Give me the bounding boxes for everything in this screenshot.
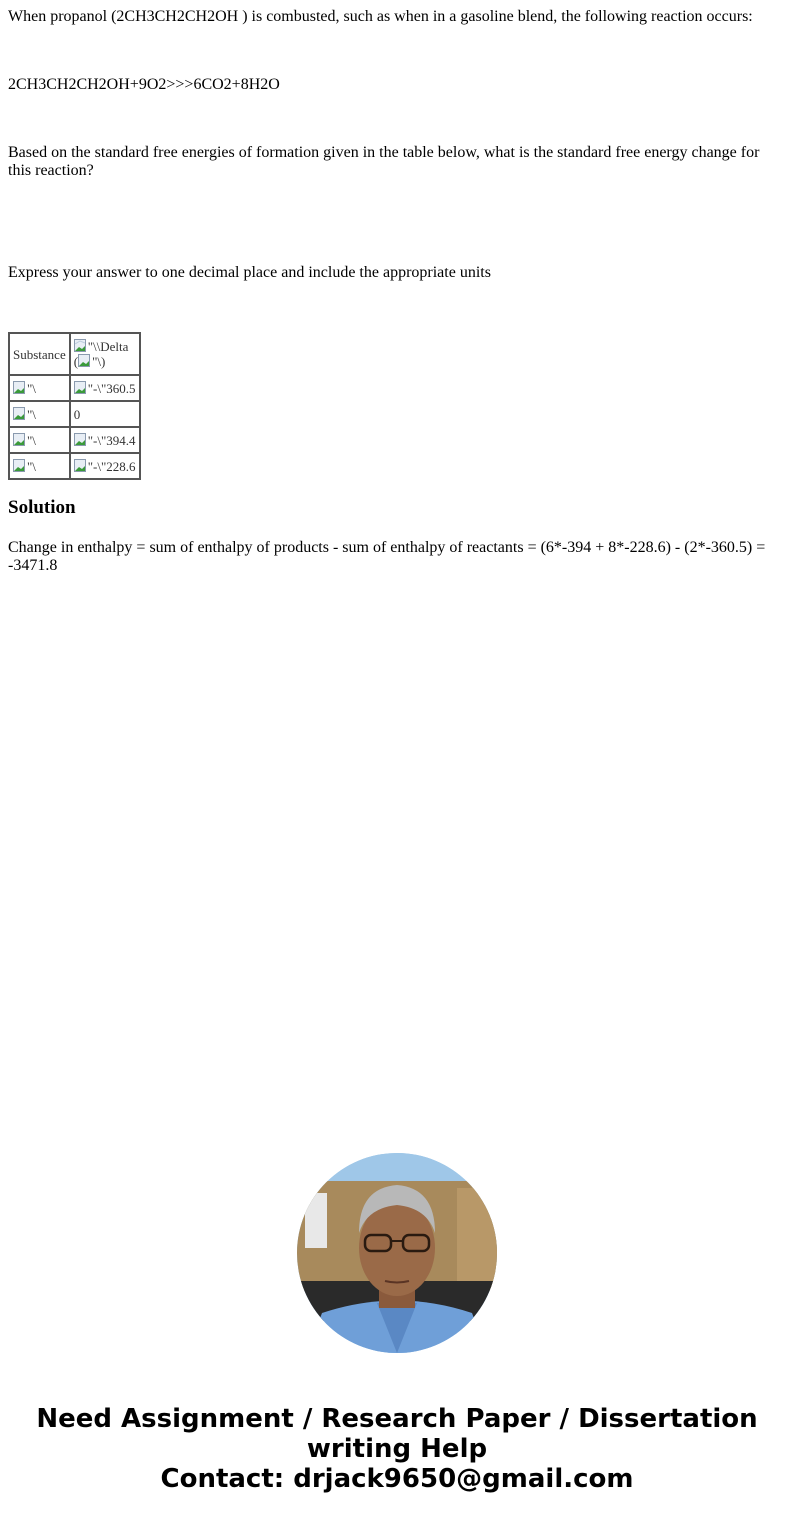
promo-banner: [0, 1404, 794, 1494]
header-delta-g: "\\Delta ( "\): [70, 333, 140, 375]
broken-image-icon: [13, 407, 27, 421]
table-row: [9, 375, 140, 401]
header-substance: Substance: [9, 333, 70, 375]
value-cell: 0: [70, 401, 140, 427]
author-photo-icon: [297, 1153, 497, 1353]
value-cell: "-\"360.5: [70, 375, 140, 401]
table-row: [9, 453, 140, 479]
broken-image-icon: [74, 459, 88, 473]
reaction-equation: 2CH3CH2CH2OH+9O2>>>6CO2+8H2O: [8, 76, 280, 93]
table-row: [9, 401, 140, 427]
question-intro: When propanol (2CH3CH2CH2OH ) is combusted, such as when in a gasoline blend, the following reaction occurs:: [8, 8, 753, 25]
table-header-row: [9, 333, 140, 375]
question-prompt: Based on the standard free energies of formation given in the table below, what is the standard free energy change for this reaction?: [8, 144, 760, 179]
free-energy-table: [8, 332, 141, 480]
promo-contact: Contact: drjack9650@gmail.com: [160, 1464, 634, 1494]
answer-instruction: Express your answer to one decimal place and include the appropriate units: [8, 264, 491, 281]
broken-image-icon: [13, 459, 27, 473]
substance-cell: "\: [9, 427, 70, 453]
solution-text: Change in enthalpy = sum of enthalpy of products - sum of enthalpy of reactants = (6*-394 + 8*-228.6) - (2*-360.5) = -3471.8: [8, 539, 766, 574]
table-row: [9, 427, 140, 453]
broken-image-icon: [74, 381, 88, 395]
value-cell: "-\"228.6: [70, 453, 140, 479]
promo-line-1: Need Assignment / Research Paper / Dissertation: [36, 1404, 758, 1434]
promo-line-2: writing Help: [306, 1434, 488, 1464]
author-avatar: [297, 1153, 497, 1353]
solution-heading: Solution: [8, 497, 76, 518]
broken-image-icon: [13, 433, 27, 447]
value-cell: "-\"394.4: [70, 427, 140, 453]
broken-image-icon: [74, 339, 88, 353]
substance-cell: "\: [9, 401, 70, 427]
broken-image-icon: [78, 354, 92, 368]
broken-image-icon: [74, 433, 88, 447]
substance-cell: "\: [9, 375, 70, 401]
substance-cell: "\: [9, 453, 70, 479]
broken-image-icon: [13, 381, 27, 395]
